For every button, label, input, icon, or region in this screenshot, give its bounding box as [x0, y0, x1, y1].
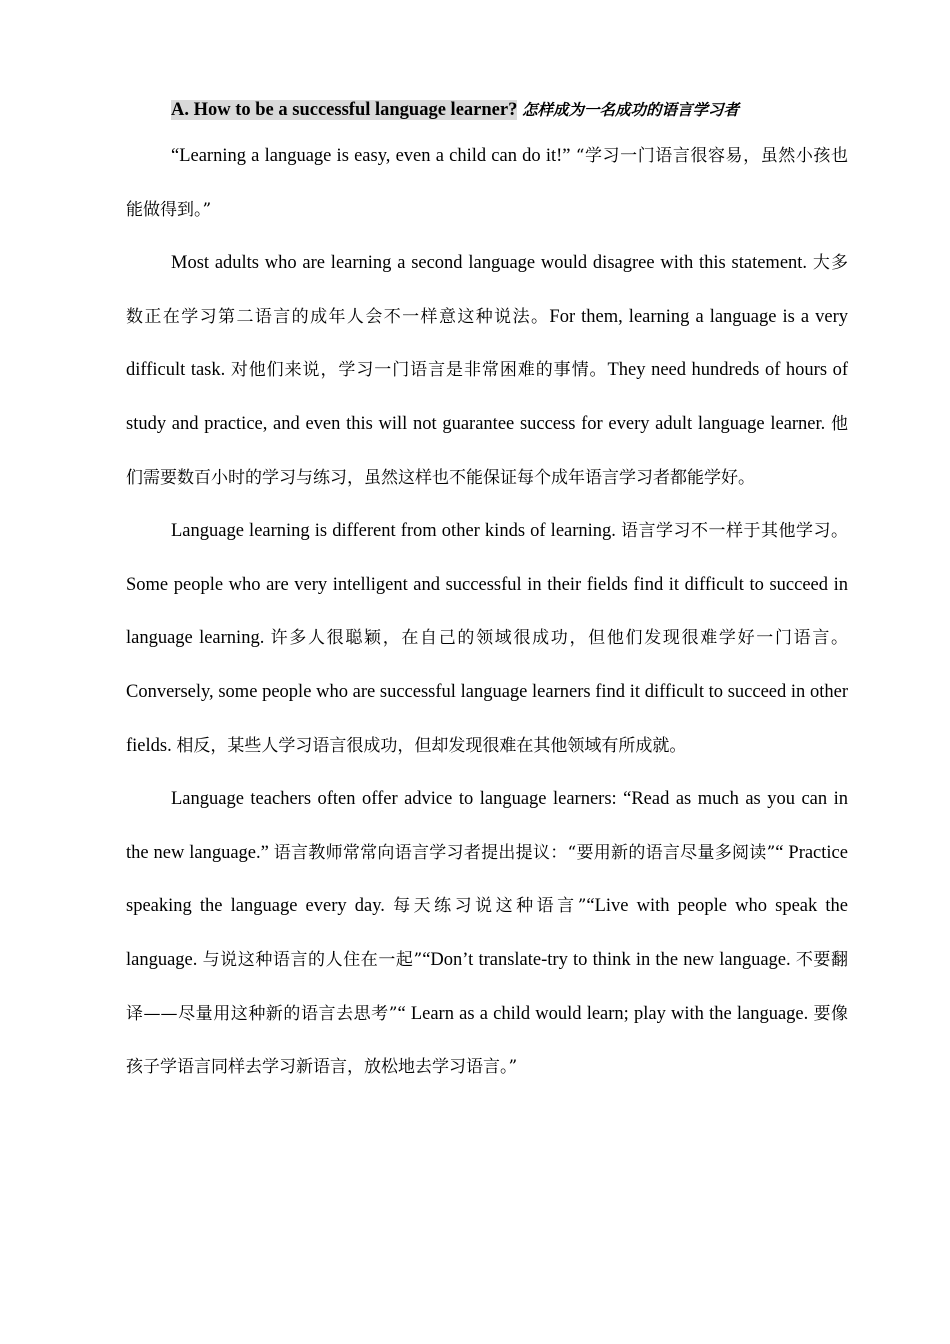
text-segment: For them, learning a language is a very difficult task. [126, 306, 848, 381]
paragraph [126, 130, 848, 237]
text-segment: 大多数正在学习第二语言的成年人会不一样意这种说法。 [126, 253, 849, 327]
text-segment: 相反，某些人学习语言很成功，但却发现很难在其他领域有所成就。 [176, 735, 687, 756]
text-segment: 语言学习不一样于其他学习。 [621, 521, 849, 542]
text-segment: 与说这种语言的人住在一起” [202, 949, 423, 970]
text-segment: Conversely, some people who are successful language learners find it difficult to succeed in other fields. [126, 681, 848, 756]
text-segment: “学习一门语言很容易，虽然小孩也能做得到。” [126, 146, 848, 220]
text-segment: 对他们来说，学习一门语言是非常困难的事情。 [230, 360, 608, 381]
text-segment: “Live with people who speak the language. [126, 896, 848, 970]
text-segment: 许多人很聪颖，在自己的领域很成功，但他们发现很难学好一门语言。 [270, 628, 848, 649]
text-segment: “ Learn as a child would learn; play with the language. [397, 1003, 814, 1024]
text-segment: They need hundreds of hours of study and practice, and even this will not guarantee success for every adult language learner. [126, 360, 848, 434]
text-segment: Some people who are very intelligent and successful in their fields find it difficult to succeed in language learning. [126, 574, 848, 649]
text-segment: “Learning a language is easy, even a child can do it!” [171, 146, 576, 166]
paragraph [126, 505, 848, 773]
text-segment: 每天练习说这种语言” [393, 896, 587, 917]
text-segment: “Don’t translate-try to think in the new language. [422, 949, 796, 970]
title-chinese: 怎样成为一名成功的语言学习者 [521, 101, 739, 119]
text-segment: 他们需要数百小时的学习与练习，虽然这样也不能保证每个成年语言学习者都能学好。 [126, 413, 848, 488]
text-segment: Language teachers often offer advice to language learners: “Read as much as you can in the new language.” [126, 789, 848, 863]
document-title [126, 90, 848, 130]
title-english: A. How to be a successful language learner? [171, 100, 518, 120]
text-segment: 要像孩子学语言同样去学习新语言，放松地去学习语言。” [126, 1003, 849, 1078]
text-segment: 不要翻译——尽量用这种新的语言去思考” [126, 949, 848, 1024]
text-segment: 语言教师常常向语言学习者提出提议：“要用新的语言尽量多阅读” [273, 842, 776, 863]
text-segment: Language learning is different from other kinds of learning. [171, 521, 622, 542]
text-segment: “ Practice speaking the language every day. [126, 842, 848, 917]
paragraph [126, 237, 848, 505]
text-segment: Most adults who are learning a second language would disagree with this statement. [171, 253, 813, 274]
document-page [126, 90, 848, 1095]
paragraph [126, 773, 848, 1095]
